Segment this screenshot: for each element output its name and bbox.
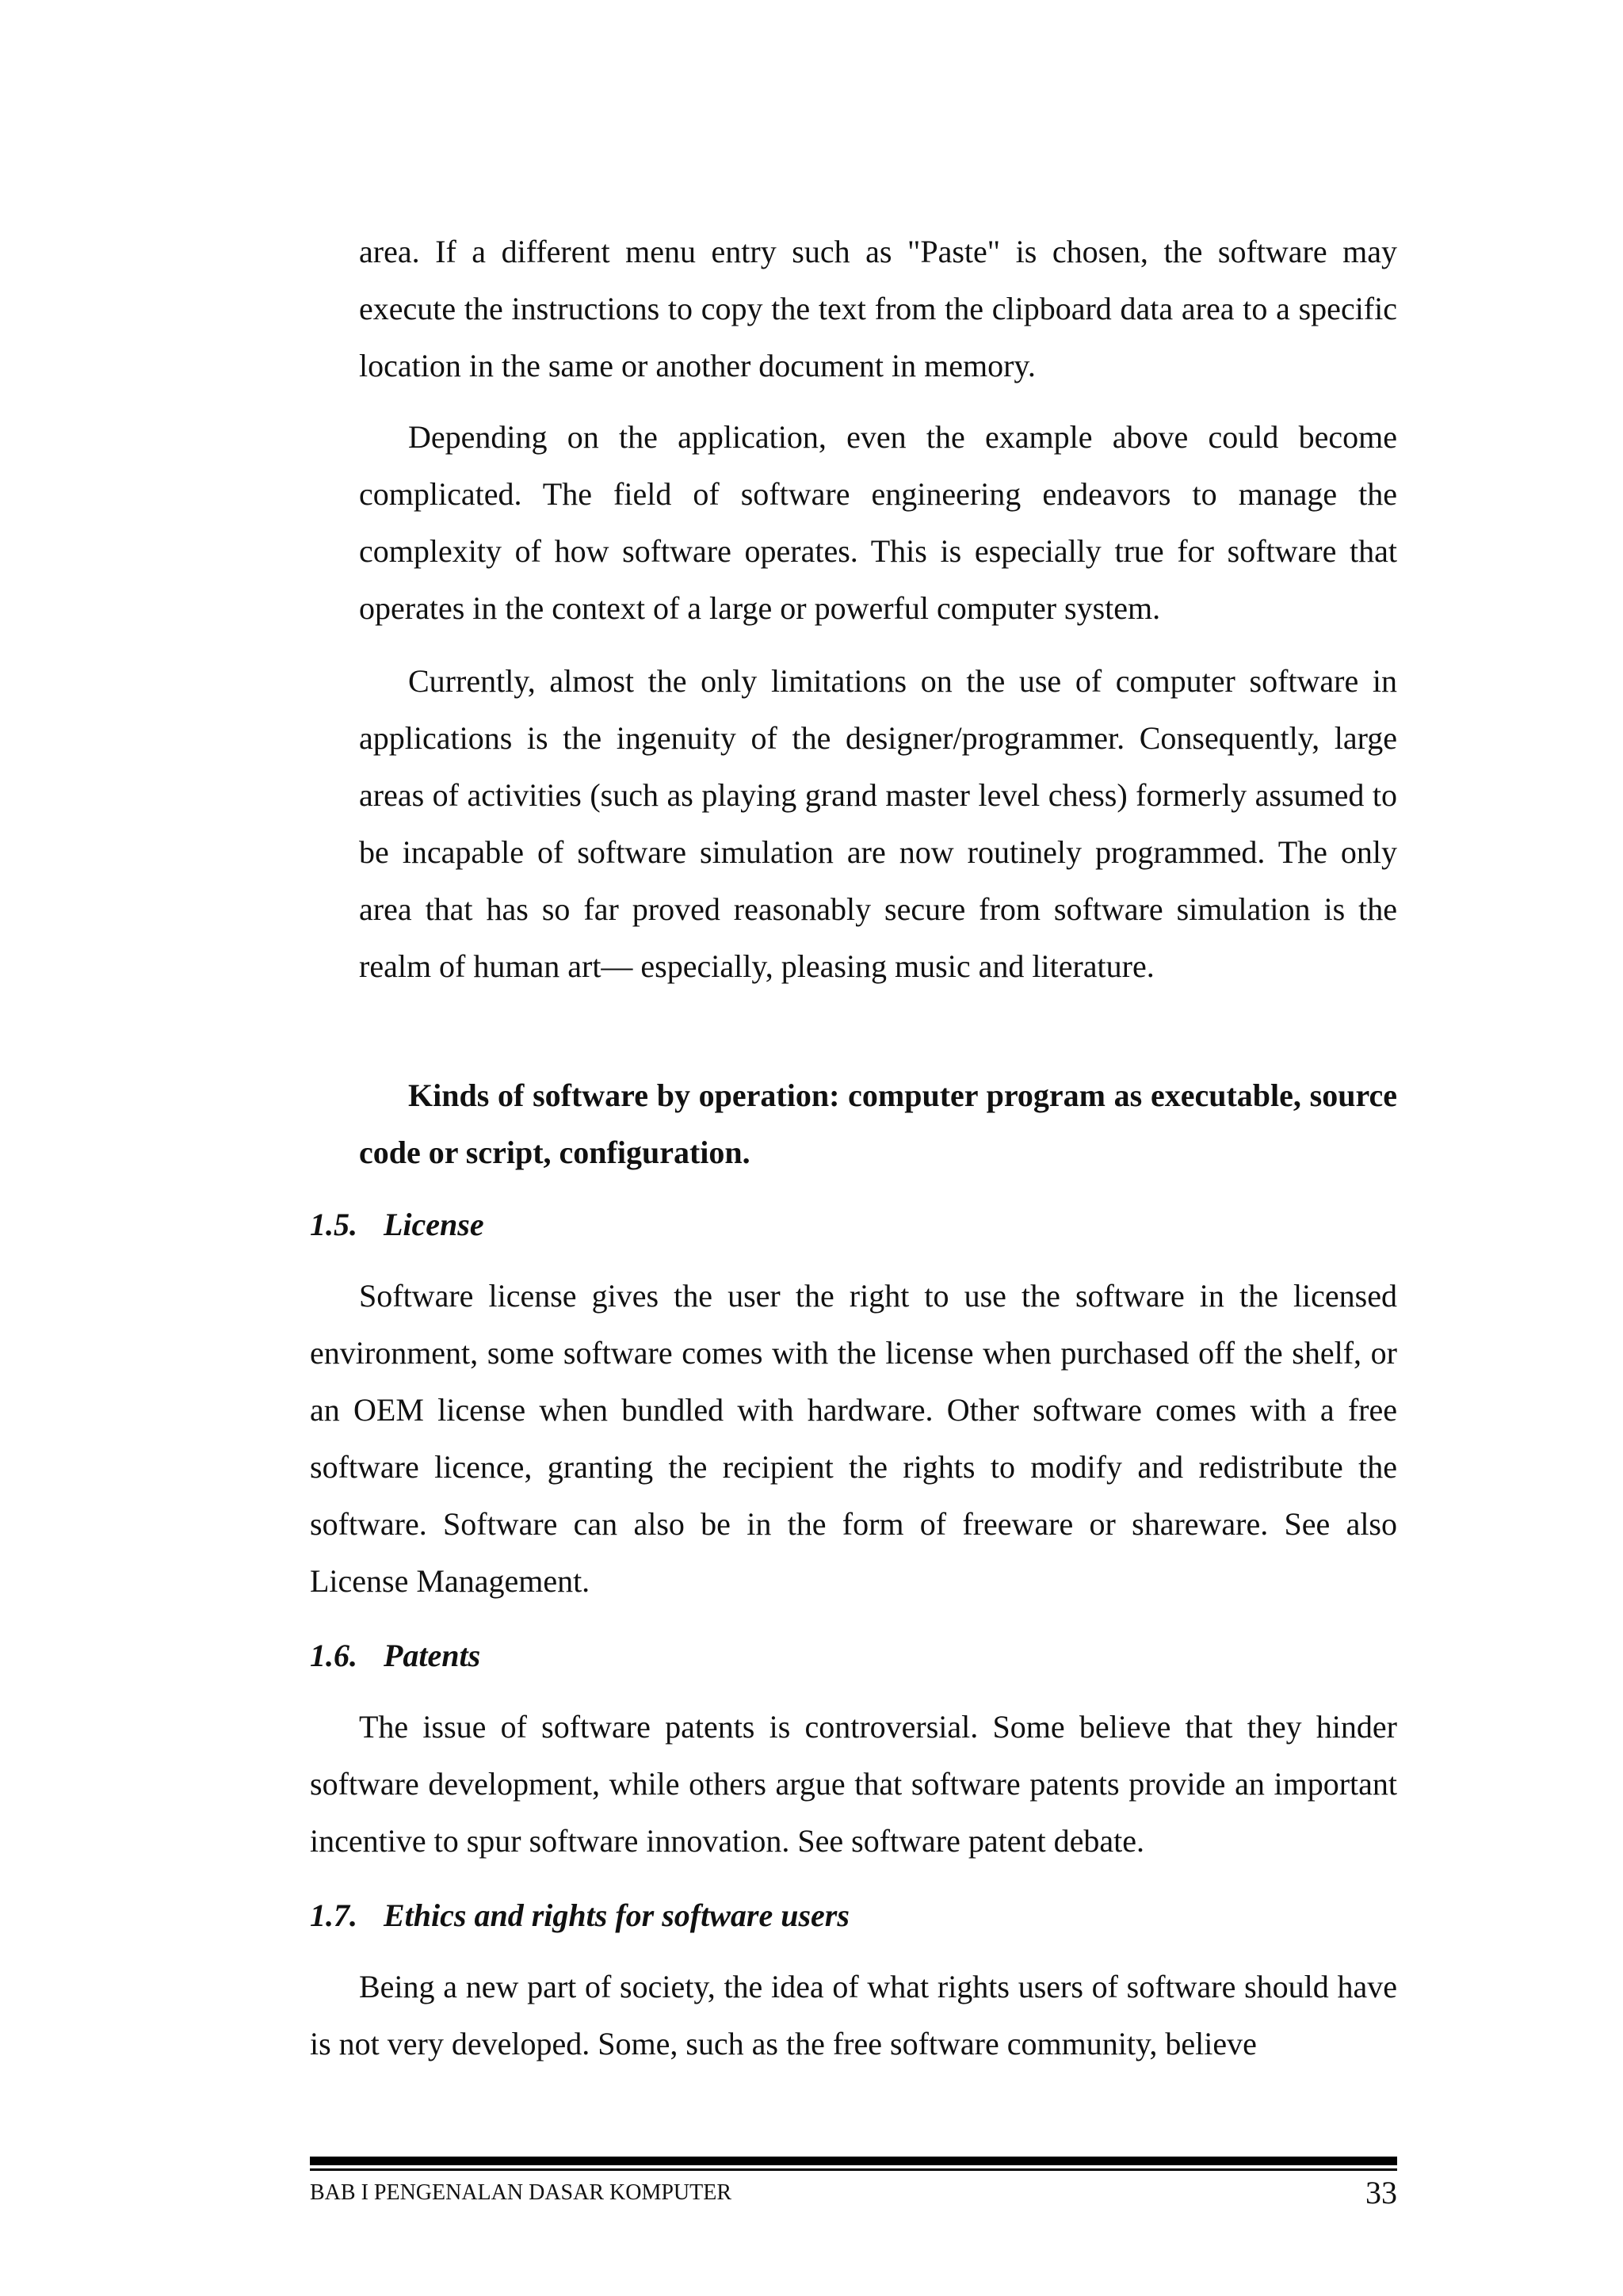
section-title: License [384, 1207, 484, 1242]
paragraph-limitations: Currently, almost the only limitations on the use of computer software in applications is the ingenuity of the designer/programmer. Consequently, large areas of activities (such as playing grand master level chess) formerly assumed to be incapable of software simulation are now routinely programmed. The only area that has so far proved reasonably secure from software simulation is the realm of human art— especially, pleasing music and literature. [359, 663, 1397, 984]
paragraph-application-complexity: Depending on the application, even the example above could become complicated. The field of software engineering endeavors to manage the complexity of how software operates. This is especially true for software that operates in the context of a large or powerful computer system. [359, 419, 1397, 626]
section-number: 1.7. [310, 1897, 357, 1933]
section-number: 1.5. [310, 1207, 357, 1242]
footer-rule-thin [310, 2168, 1397, 2171]
section-title: Patents [384, 1638, 481, 1673]
page-number: 33 [1365, 2175, 1397, 2210]
paragraph-kinds-of-software: Kinds of software by operation: computer program as executable, source code or script, configuration. [359, 1077, 1397, 1170]
section-number: 1.6. [310, 1638, 357, 1673]
section-heading-ethics [310, 1887, 850, 1944]
footer-chapter-title: BAB I PENGENALAN DASAR KOMPUTER [310, 2180, 732, 2205]
section-heading-license [310, 1196, 484, 1253]
paragraph-continuation: area. If a different menu entry such as "Paste" is chosen, the software may execute the instructions to copy the text from the clipboard data area to a specific location in the same or another document in memory. [359, 234, 1397, 383]
footer-rule-thick [310, 2157, 1397, 2165]
paragraph-ethics: Being a new part of society, the idea of what rights users of software should have is not very developed. Some, such as the free software community, believe [310, 1969, 1397, 2061]
paragraph-patents: The issue of software patents is controversial. Some believe that they hinder software development, while others argue that software patents provide an important incentive to spur software innovation. See software patent debate. [310, 1709, 1397, 1859]
paragraph-license: Software license gives the user the right to use the software in the licensed environment, some software comes with the license when purchased off the shelf, or an OEM license when bundled with hardware. Other software comes with a free software licence, granting the recipient the rights to modify and redistribute the software. Software can also be in the form of freeware or shareware. See also License Management. [310, 1278, 1397, 1599]
section-heading-patents [310, 1627, 480, 1684]
section-title: Ethics and rights for software users [384, 1897, 850, 1933]
